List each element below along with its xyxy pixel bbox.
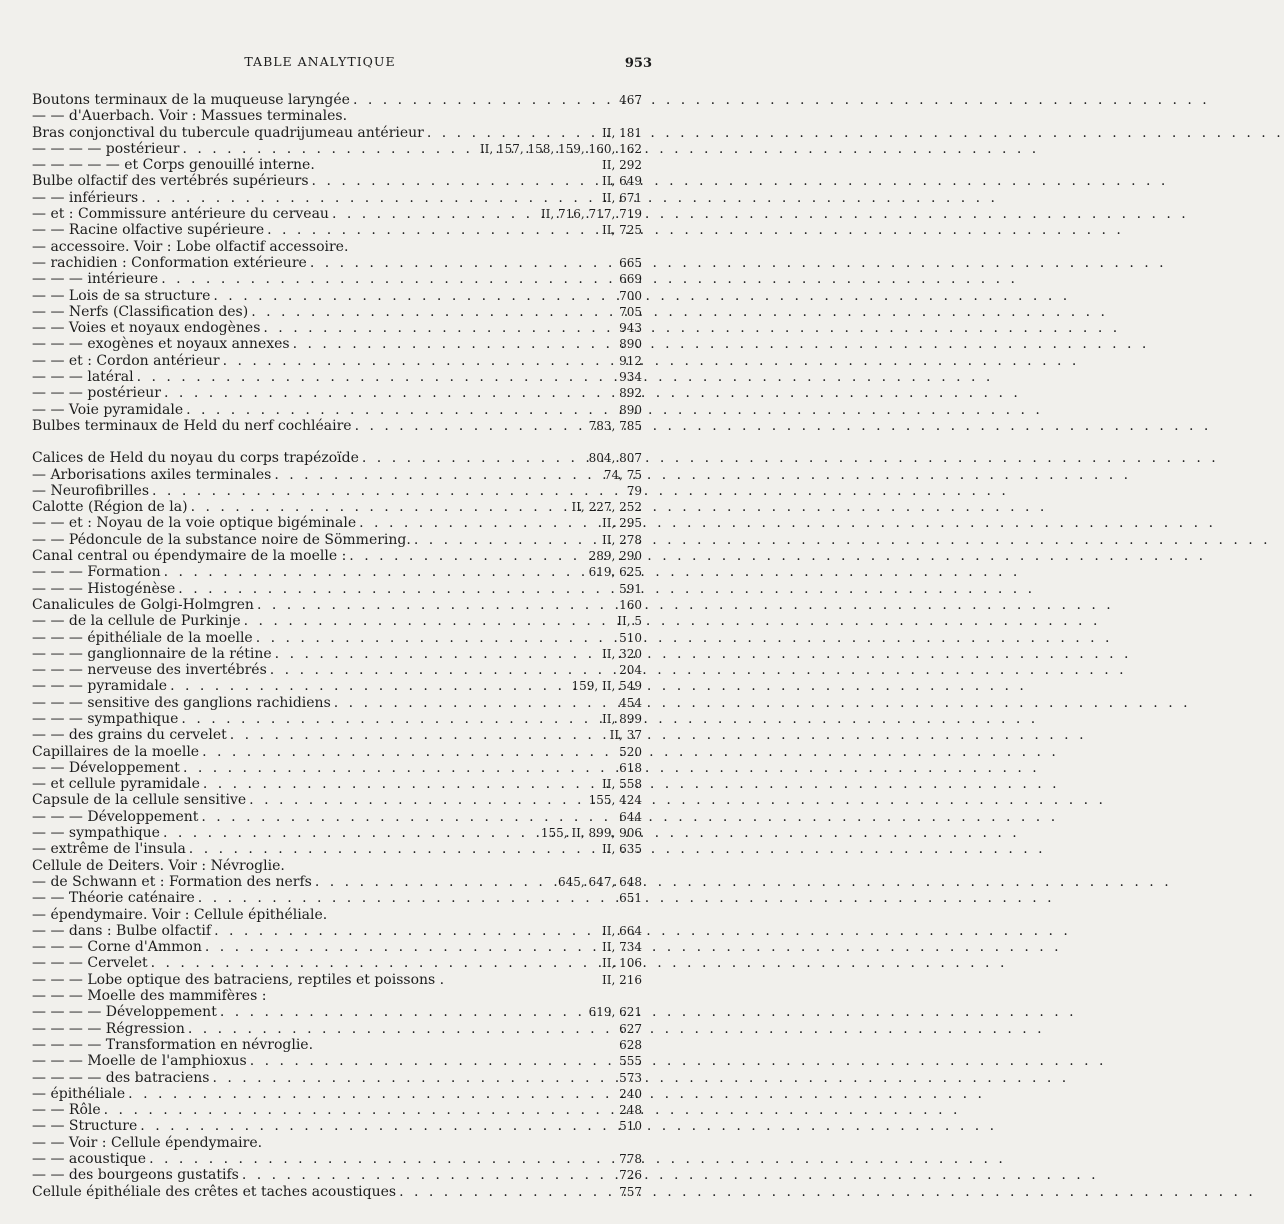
index-entry-text: — — Racine olfactive supérieure	[32, 222, 265, 239]
index-entry	[32, 304, 642, 320]
index-entry-page-ref: II, 227, 252	[571, 500, 642, 515]
index-entry-text: — — de la cellule de Purkinje	[32, 613, 241, 630]
index-entry-text: — — sympathique	[32, 825, 160, 842]
dot-leader	[223, 353, 617, 369]
index-entry-text: Canalicules de Golgi-Holmgren	[32, 596, 254, 613]
dot-leader	[242, 1167, 616, 1183]
index-entry	[32, 1021, 642, 1037]
index-entry-page-ref: 160	[619, 597, 642, 612]
dot-leader	[201, 809, 616, 825]
index-entry-page-ref: 890	[619, 337, 642, 352]
index-entry-text: Capillaires de la moelle	[32, 743, 200, 760]
index-entry-page-ref: 619, 625	[588, 565, 642, 580]
index-entry	[32, 711, 642, 727]
index-entry-page-ref: 726	[619, 1168, 642, 1183]
dot-leader	[332, 206, 538, 222]
index-entry-page-ref: 248	[619, 1103, 642, 1118]
index-entry-text: — — Théorie caténaire	[32, 890, 195, 907]
index-entry-page-ref: 204	[619, 663, 642, 678]
index-entry	[32, 385, 642, 401]
index-entry	[32, 336, 642, 352]
index-entry-text: — épithéliale	[32, 1085, 126, 1102]
index-entry-text: Calices de Held du noyau du corps trapézoïde	[32, 450, 359, 467]
index-entry-text: — — — Moelle de l'amphioxus	[32, 1053, 247, 1070]
index-entry-page-ref: II, 181	[601, 125, 642, 140]
index-entry-text: — — — — postérieur	[32, 140, 180, 157]
index-entry-text: Capsule de la cellule sensitive	[32, 792, 247, 809]
index-entry-page-ref: II, 320	[601, 646, 642, 661]
index-entry-text: Canal central ou épendymaire de la moelle :	[32, 548, 347, 565]
index-entry-text: — — Lois de sa structure	[32, 287, 211, 304]
index-entry	[32, 92, 642, 108]
index-entry-text: — — — — Régression	[32, 1020, 185, 1037]
index-entry-page-ref: II, 899	[601, 711, 642, 726]
index-entry-text: — — — pyramidale	[32, 678, 168, 695]
dot-leader	[164, 564, 586, 580]
index-entry-page-ref: 804, 807	[588, 451, 642, 466]
index-entry-page-ref: II, 558	[601, 777, 642, 792]
index-entry-text: — — — Formation	[32, 564, 161, 581]
dot-leader	[128, 1086, 616, 1102]
index-entry-text: — — — sensitive des ganglions rachidiens	[32, 694, 331, 711]
dot-leader	[213, 288, 616, 304]
index-entry	[32, 467, 642, 483]
index-entry-page-ref: 573	[619, 1070, 642, 1085]
index-entry-text: — — Voie pyramidale	[32, 401, 184, 418]
dot-leader	[334, 695, 616, 711]
index-entry-page-ref: II, 157, 158, 159, 160, 162	[479, 141, 642, 156]
index-entry	[32, 450, 642, 466]
index-entry-page-ref: II, 5	[617, 614, 642, 629]
index-entry	[32, 1086, 642, 1102]
dot-leader	[202, 744, 616, 760]
index-entry	[32, 320, 642, 336]
index-entry-page-ref: 669	[619, 272, 642, 287]
index-entry	[32, 418, 642, 434]
index-entry	[32, 190, 642, 206]
index-entry-page-ref: 240	[619, 1086, 642, 1101]
index-entry	[32, 141, 642, 157]
index-list	[32, 92, 642, 1200]
index-entry-text: Cellule de Deiters. Voir : Névroglie.	[32, 857, 285, 874]
index-entry	[32, 890, 642, 906]
index-entry-page-ref: 890	[619, 402, 642, 417]
dot-leader	[312, 173, 599, 189]
dot-leader	[151, 955, 599, 971]
index-entry-text: — — — Cervelet	[32, 955, 148, 972]
index-entry	[32, 271, 642, 287]
index-entry-text: — — — latéral	[32, 369, 134, 386]
index-entry-page-ref: 644	[619, 809, 642, 824]
index-entry-page-ref: II, 734	[601, 940, 642, 955]
dot-leader	[189, 841, 599, 857]
index-entry-page-ref: 934	[619, 370, 642, 385]
index-entry	[32, 402, 642, 418]
index-entry	[32, 630, 642, 646]
index-entry-page-ref: 510	[619, 630, 642, 645]
dot-leader	[137, 369, 616, 385]
dot-leader	[293, 336, 616, 352]
index-entry	[32, 858, 642, 874]
index-entry-page-ref: II, 664	[601, 923, 642, 938]
index-entry	[32, 809, 642, 825]
dot-leader	[140, 1118, 616, 1134]
dot-leader	[198, 890, 616, 906]
index-entry-text: — accessoire. Voir : Lobe olfactif accessoire.	[32, 238, 349, 255]
index-entry-page-ref: II, 278	[601, 532, 642, 547]
dot-leader	[275, 646, 599, 662]
index-entry-text: — extrême de l'insula	[32, 841, 186, 858]
index-entry	[32, 581, 642, 597]
index-entry-page-ref: 783, 785	[588, 418, 642, 433]
index-entry-text: — — — Moelle des mammifères :	[32, 988, 267, 1005]
dot-leader	[104, 1102, 616, 1118]
dot-leader	[399, 1184, 616, 1200]
index-entry-text: — — Voir : Cellule épendymaire.	[32, 1134, 263, 1151]
index-entry-page-ref: II, 295	[601, 516, 642, 531]
index-entry	[32, 548, 642, 564]
index-entry	[32, 825, 642, 841]
index-entry-page-ref: 943	[619, 321, 642, 336]
index-entry-text: — — — Développement	[32, 808, 199, 825]
index-entry-text: Boutons terminaux de la muqueuse laryngée	[32, 92, 350, 108]
index-entry-text: — — — — — et Corps genouillé interne.	[32, 157, 315, 174]
index-entry-page-ref: 912	[619, 353, 642, 368]
dot-leader	[152, 483, 624, 499]
index-entry	[32, 157, 642, 173]
index-entry-page-ref: II, 292	[601, 158, 642, 173]
index-entry-text: Bulbes terminaux de Held du nerf cochléaire	[32, 417, 352, 434]
index-entry-text: — — — — Transformation en névroglie.	[32, 1036, 314, 1053]
dot-leader	[141, 190, 599, 206]
dot-leader	[249, 792, 585, 808]
dot-leader	[355, 418, 586, 434]
index-entry	[32, 923, 642, 939]
index-entry-text: — — Rôle	[32, 1102, 101, 1119]
dot-leader	[149, 1151, 616, 1167]
index-entry	[32, 613, 642, 629]
dot-leader	[178, 581, 616, 597]
index-entry	[32, 1102, 642, 1118]
dot-leader	[427, 125, 599, 141]
index-entry-page-ref: 510	[619, 1119, 642, 1134]
dot-leader	[349, 548, 585, 564]
index-entry	[32, 1151, 642, 1167]
dot-leader	[191, 499, 569, 515]
index-entry	[32, 988, 642, 1004]
index-entry-text: — — — nerveuse des invertébrés	[32, 662, 267, 679]
dot-leader	[244, 613, 615, 629]
index-entry-text: — — Développement	[32, 759, 180, 776]
index-entry	[32, 646, 642, 662]
index-entry-text: — — Pédoncule de la substance noire de Sömmering.	[32, 531, 411, 548]
dot-leader	[353, 92, 616, 108]
index-entry-page-ref: 665	[619, 255, 642, 270]
index-entry	[32, 874, 642, 890]
index-entry	[32, 173, 642, 189]
index-entry-text: — — des grains du cervelet	[32, 727, 227, 744]
dot-leader	[203, 776, 599, 792]
index-entry-text: — — — Corne d'Ammon	[32, 939, 202, 956]
index-entry-page-ref: 74, 75	[603, 467, 642, 482]
index-entry	[32, 369, 642, 385]
index-entry	[32, 597, 642, 613]
dot-leader	[250, 1053, 616, 1069]
index-entry	[32, 955, 642, 971]
dot-leader	[414, 532, 599, 548]
dot-leader	[205, 939, 599, 955]
dot-leader	[188, 1021, 616, 1037]
page-number: 953	[624, 56, 652, 71]
index-entry-page-ref: 628	[619, 1037, 642, 1052]
index-entry-page-ref: 618	[619, 760, 642, 775]
index-entry-text: — — — Lobe optique des batraciens, reptiles et poissons .	[32, 971, 445, 988]
index-entry-text: — — Nerfs (Classification des)	[32, 303, 249, 320]
index-entry-text: — — — — des batraciens	[32, 1069, 210, 1086]
index-entry-page-ref: 520	[619, 744, 642, 759]
index-entry-text: Bulbe olfactif des vertébrés supérieurs	[32, 173, 309, 190]
dot-leader	[181, 711, 599, 727]
index-entry-page-ref: 79	[626, 483, 642, 498]
index-entry	[32, 483, 642, 499]
dot-leader	[212, 1070, 616, 1086]
index-entry-text: — — — épithéliale de la moelle	[32, 629, 253, 646]
index-entry-page-ref: 757	[619, 1184, 642, 1199]
index-entry-page-ref: 651	[619, 891, 642, 906]
index-entry-page-ref: II, 216	[601, 972, 642, 987]
index-entry	[32, 1118, 642, 1134]
index-entry-page-ref: 700	[619, 288, 642, 303]
index-entry-page-ref: 645, 647, 648	[558, 874, 642, 889]
index-entry	[32, 353, 642, 369]
dot-leader	[256, 630, 616, 646]
index-entry-text: — — Structure	[32, 1118, 138, 1135]
index-entry	[32, 206, 642, 222]
index-entry-text: — — — Histogénèse	[32, 580, 176, 597]
dot-leader	[230, 727, 607, 743]
index-entry-page-ref: II, 649	[601, 174, 642, 189]
index-entry-text: — Neurofibrilles	[32, 482, 150, 499]
dot-leader	[274, 467, 601, 483]
index-entry-text: — rachidien : Conformation extérieure	[32, 254, 307, 271]
index-entry-page-ref: 619, 621	[588, 1005, 642, 1020]
index-entry	[32, 939, 642, 955]
dot-leader	[267, 222, 599, 238]
index-entry	[32, 841, 642, 857]
dot-leader	[161, 271, 616, 287]
index-entry	[32, 907, 642, 923]
dot-leader	[359, 515, 599, 531]
index-entry	[32, 222, 642, 238]
dot-leader	[362, 450, 586, 466]
index-entry	[32, 239, 642, 255]
dot-leader	[163, 825, 538, 841]
index-entry	[32, 108, 642, 124]
index-entry	[32, 1184, 642, 1200]
index-entry-page-ref: II, 635	[601, 842, 642, 857]
index-entry	[32, 792, 642, 808]
index-entry-page-ref: 289, 290	[588, 549, 642, 564]
dot-leader	[270, 662, 616, 678]
index-entry-page-ref: 155, 424	[588, 793, 642, 808]
index-entry-text: — de Schwann et : Formation des nerfs	[32, 873, 312, 890]
index-entry-page-ref: 591	[619, 581, 642, 596]
dot-leader	[263, 320, 616, 336]
index-entry-page-ref: 467	[619, 93, 642, 107]
index-entry	[32, 255, 642, 271]
index-entry-text: — — — sympathique	[32, 710, 179, 727]
dot-leader	[182, 141, 476, 157]
running-header-title: TABLE ANALYTIQUE	[244, 54, 396, 69]
index-entry-text: — et : Commissure antérieure du cerveau	[32, 206, 329, 223]
index-entry	[32, 1037, 642, 1053]
index-entry-page-ref: 155, II, 899, 906	[540, 826, 642, 841]
index-entry-text: — — — exogènes et noyaux annexes	[32, 336, 290, 353]
index-entry	[32, 1070, 642, 1086]
index-entry	[32, 776, 642, 792]
index-entry	[32, 1135, 642, 1151]
index-entry	[32, 499, 642, 515]
dot-leader	[315, 874, 555, 890]
index-entry-text: — — et : Noyau de la voie optique bigéminale	[32, 515, 357, 532]
index-entry-page-ref: II, 716, 717, 719	[540, 207, 642, 222]
index-entry-page-ref: II, 671	[601, 190, 642, 205]
dot-leader	[220, 1004, 586, 1020]
index-entry	[32, 972, 642, 988]
index-entry-page-ref: 454	[619, 695, 642, 710]
index-entry-page-ref: 555	[619, 1054, 642, 1069]
index-entry-page-ref: 778	[619, 1152, 642, 1166]
index-entry-text: — — Voies et noyaux endogènes	[32, 320, 261, 337]
index-entry	[32, 662, 642, 678]
index-entry-text: — — d'Auerbach. Voir : Massues terminales.	[32, 108, 348, 125]
dot-leader	[214, 923, 599, 939]
dot-leader	[183, 760, 616, 776]
index-entry-page-ref: II, 106	[601, 956, 642, 971]
index-entry	[32, 695, 642, 711]
index-entry-page-ref: 892	[619, 386, 642, 401]
index-entry	[32, 760, 642, 776]
index-entry-page-ref: II, 725	[601, 223, 642, 238]
index-entry	[32, 288, 642, 304]
index-entry-text: — — — — Développement	[32, 1004, 217, 1021]
index-entry-page-ref: II, 37	[609, 728, 642, 743]
index-entry	[32, 515, 642, 531]
index-entry-text: — — — postérieur	[32, 385, 162, 402]
index-entry	[32, 1004, 642, 1020]
index-entry-text: Calotte (Région de la)	[32, 499, 188, 516]
dot-leader	[251, 304, 616, 320]
index-entry-text: Bras conjonctival du tubercule quadrijumeau antérieur	[32, 124, 424, 141]
index-entry-page-ref: 159, II, 549	[571, 679, 642, 694]
index-entry	[32, 744, 642, 760]
index-entry-page-ref: 627	[619, 1021, 642, 1036]
index-entry-text: — — dans : Bulbe olfactif	[32, 922, 212, 939]
index-entry-text: — — — intérieure	[32, 271, 159, 288]
index-entry	[32, 727, 642, 743]
index-entry	[32, 564, 642, 580]
index-entry-text: — Arborisations axiles terminales	[32, 466, 272, 483]
dot-leader	[170, 678, 568, 694]
dot-leader	[257, 597, 616, 613]
index-entry	[32, 125, 642, 141]
index-entry	[32, 678, 642, 694]
index-entry-text: — — des bourgeons gustatifs	[32, 1167, 239, 1184]
index-entry-text: — — — ganglionnaire de la rétine	[32, 645, 272, 662]
index-entry	[32, 1167, 642, 1183]
index-entry-text: — — acoustique	[32, 1151, 147, 1167]
dot-leader	[310, 255, 616, 271]
index-entry	[32, 532, 642, 548]
index-entry	[32, 1053, 642, 1069]
dot-leader	[164, 385, 616, 401]
dot-leader	[186, 402, 616, 418]
index-entry-text: Cellule épithéliale des crêtes et taches acoustiques	[32, 1183, 397, 1200]
index-entry-text: — — inférieurs	[32, 189, 139, 206]
index-entry-text: — épendymaire. Voir : Cellule épithéliale.	[32, 906, 328, 923]
index-entry-text: — et cellule pyramidale	[32, 776, 200, 793]
index-entry-text: — — et : Cordon antérieur	[32, 352, 220, 369]
index-entry-page-ref: 705	[619, 304, 642, 319]
